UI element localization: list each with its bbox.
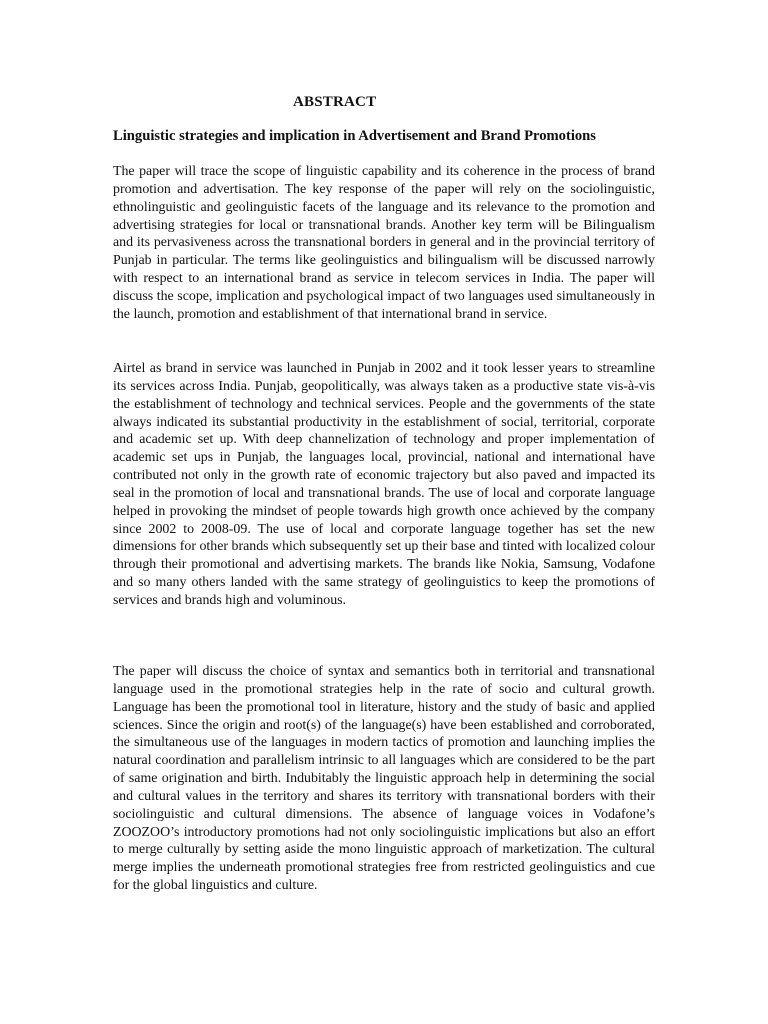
abstract-paragraph-1: The paper will trace the scope of linguistic capability and its coherence in the process of brand promotion and advertisation. The key response of the paper will rely on the sociolinguistic, ethnolinguistic and geolinguistic facets of the language and its relevance to the promotion and advertising strategies for local or transnational brands. Another key term will be Bilingualism and its pervasiveness across the transnational borders in general and in the provincial territory of Punjab in particular. The terms like geolinguistics and bilingualism will be discussed narrowly with respect to an international brand as service in telecom services in India. The paper will discuss the scope, implication and psychological impact of two languages used simultaneously in the launch, promotion and establishment of that international brand in service.: [113, 164, 655, 322]
abstract-paragraph-2: Airtel as brand in service was launched in Punjab in 2002 and it took lesser years to streamline its services across India. Punjab, geopolitically, was always taken as a productive state vis-à-vis the establishment of technology and technical services. People and the governments of the state always indicated its substantial productivity in the establishment of social, territorial, corporate and academic set up. With deep channelization of technology and proper implementation of academic set ups in Punjab, the languages local, provincial, national and international have contributed not only in the growth rate of economic trajectory but also paved and impacted its seal in the promotion of local and transnational brands. The use of local and corporate language helped in provoking the mindset of people towards high growth once achieved by the company since 2002 to 2008-09. The use of local and corporate language together has set the new dimensions for other brands which subsequently set up their base and tinted with localized colour through their promotional and advertising markets. The brands like Nokia, Samsung, Vodafone and so many others landed with the same strategy of geolinguistics to keep the promotions of services and brands high and voluminous.: [113, 361, 655, 608]
abstract-paragraph-3: The paper will discuss the choice of syntax and semantics both in territorial and transnational language used in the promotional strategies help in the rate of socio and cultural growth. Language has been the promotional tool in literature, history and the study of basic and applied sciences. Since the origin and root(s) of the language(s) have been established and corroborated, the simultaneous use of the languages in modern tactics of promotion and launching implies the natural coordination and parallelism intrinsic to all languages which are considered to be the part of same origination and birth. Indubitably the linguistic approach help in determining the social and cultural values in the territory and shares its territory with transnational borders with their sociolinguistic and cultural dimensions. The absence of language voices in Vodafone’s ZOOZOO’s introductory promotions had not only sociolinguistic implications but also an effort to merge culturally by setting aside the mono linguistic approach of marketization. The cultural merge implies the underneath promotional strategies free from restricted geolinguistics and cue for the global linguistics and culture.: [113, 664, 655, 894]
paper-title: Linguistic strategies and implication in Advertisement and Brand Promotions: [113, 128, 596, 144]
abstract-heading: ABSTRACT: [293, 94, 377, 110]
